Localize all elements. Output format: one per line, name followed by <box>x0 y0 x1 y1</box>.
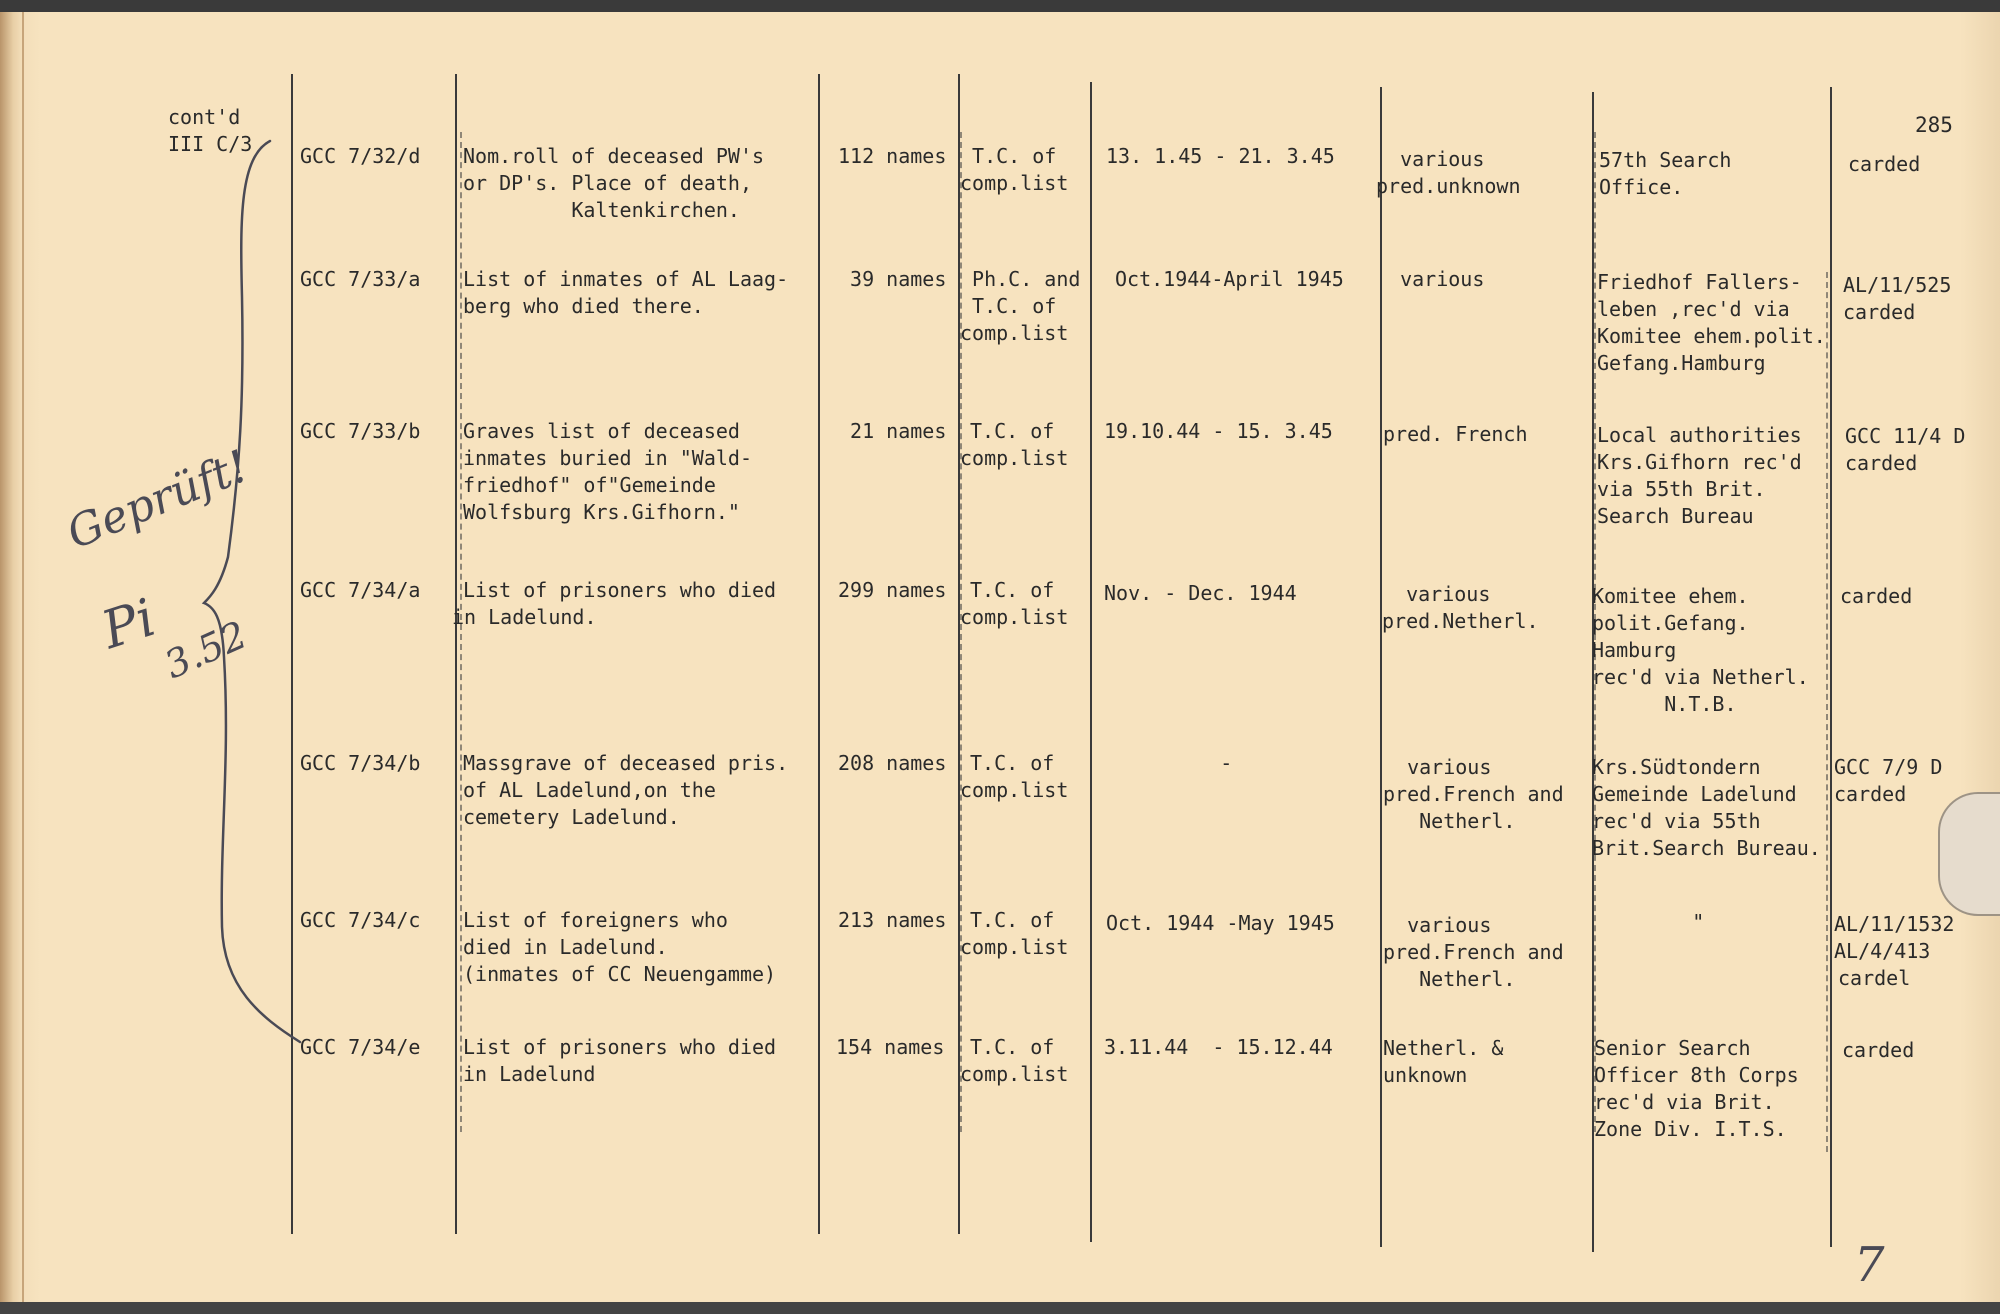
source-line: Zone Div. I.T.S. <box>1594 1117 1787 1141</box>
remarks-line: carded <box>1842 1038 1915 1062</box>
description-line: List of inmates of AL Laag- <box>463 267 789 291</box>
list-type-line: comp.list <box>960 605 1069 629</box>
source-line: Hamburg <box>1592 638 1677 662</box>
ledger-page <box>0 12 2000 1302</box>
date-range: 19.10.44 - 15. 3.45 <box>1104 419 1333 443</box>
scan-edge <box>0 1302 2000 1314</box>
source-line: rec'd via Netherl. <box>1592 665 1809 689</box>
guide-rule <box>460 132 462 1132</box>
nationality-line: pred.French and <box>1383 782 1564 806</box>
handwritten-date: 3.52 <box>158 612 254 688</box>
remarks-line: GCC 11/4 D <box>1845 424 1966 448</box>
description-line: Graves list of deceased <box>463 419 740 443</box>
handwritten-brace <box>200 137 310 1057</box>
header-section: III C/3 <box>168 132 253 156</box>
description-line: in Ladelund. <box>452 605 597 629</box>
date-range: - <box>1136 751 1233 775</box>
name-count: 39 names <box>838 267 947 291</box>
source-line: Local authorities <box>1597 423 1802 447</box>
nationality-line: Netherl. <box>1383 967 1516 991</box>
list-type-line: T.C. of <box>970 1035 1055 1059</box>
description-line: berg who died there. <box>463 294 704 318</box>
reference-code: GCC 7/34/b <box>300 751 421 775</box>
remarks-line: carded <box>1845 451 1918 475</box>
source-line: Friedhof Fallers- <box>1597 270 1802 294</box>
header-contd: cont'd <box>168 105 241 129</box>
description-line: or DP's. Place of death, <box>463 171 752 195</box>
book-binding <box>0 12 24 1302</box>
description-line: Massgrave of deceased pris. <box>463 751 789 775</box>
handwritten-corner-mark: 7 <box>1854 1237 1885 1293</box>
list-type-line: T.C. of <box>960 294 1057 318</box>
list-type-line: comp.list <box>960 778 1069 802</box>
list-type-line: T.C. of <box>970 578 1055 602</box>
remarks-line: AL/11/1532 <box>1834 912 1955 936</box>
name-count: 213 names <box>838 908 947 932</box>
nationality-line: various <box>1376 267 1485 291</box>
list-type-line: comp.list <box>960 321 1069 345</box>
list-type-line: comp.list <box>960 1062 1069 1086</box>
remarks-line: cardel <box>1838 966 1911 990</box>
name-count: 112 names <box>838 144 947 168</box>
date-range: 13. 1.45 - 21. 3.45 <box>1106 144 1335 168</box>
reference-code: GCC 7/34/e <box>300 1035 421 1059</box>
column-rule <box>1830 87 1832 1247</box>
page-number: 285 <box>1915 113 1953 137</box>
reference-code: GCC 7/32/d <box>300 144 421 168</box>
source-line: Senior Search <box>1594 1036 1751 1060</box>
source-line: Officer 8th Corps <box>1594 1063 1799 1087</box>
column-rule <box>1090 82 1092 1242</box>
list-type-line: comp.list <box>960 446 1069 470</box>
remarks-line: carded <box>1840 584 1913 608</box>
name-count: 299 names <box>838 578 947 602</box>
description-line: Wolfsburg Krs.Gifhorn." <box>463 500 740 524</box>
nationality-line: Netherl. & <box>1383 1036 1504 1060</box>
nationality-line: various <box>1382 582 1491 606</box>
name-count: 154 names <box>836 1035 945 1059</box>
source-line: Office. <box>1599 175 1684 199</box>
description-line: friedhof" of"Gemeinde <box>463 473 716 497</box>
date-range: Nov. - Dec. 1944 <box>1104 581 1297 605</box>
nationality-line: various <box>1383 755 1492 779</box>
remarks-line: AL/11/525 <box>1843 273 1952 297</box>
description-line: cemetery Ladelund. <box>463 805 680 829</box>
description-line: of AL Ladelund,on the <box>463 778 716 802</box>
remarks-line: carded <box>1843 300 1916 324</box>
source-line: 57th Search <box>1599 148 1732 172</box>
list-type-line: comp.list <box>960 171 1069 195</box>
nationality-line: various <box>1383 913 1492 937</box>
nationality-line: pred. French <box>1383 422 1528 446</box>
nationality-line: pred.French and <box>1383 940 1564 964</box>
source-line: polit.Gefang. <box>1592 611 1749 635</box>
description-line: List of prisoners who died <box>463 1035 777 1059</box>
date-range: Oct. 1944 -May 1945 <box>1106 911 1335 935</box>
reference-code: GCC 7/33/a <box>300 267 421 291</box>
reference-code: GCC 7/33/b <box>300 419 421 443</box>
guide-rule <box>1826 272 1828 1152</box>
reference-code: GCC 7/34/a <box>300 578 421 602</box>
description-line: in Ladelund <box>463 1062 596 1086</box>
name-count: 21 names <box>838 419 947 443</box>
list-type-line: T.C. of <box>970 908 1055 932</box>
nationality-line: Netherl. <box>1383 809 1516 833</box>
list-type-line: comp.list <box>960 935 1069 959</box>
description-line: Nom.roll of deceased PW's <box>463 144 765 168</box>
list-type-line: Ph.C. and <box>960 267 1081 291</box>
source-line: N.T.B. <box>1592 692 1737 716</box>
list-type-line: T.C. of <box>970 751 1055 775</box>
column-rule <box>455 74 457 1234</box>
source-line: Komitee ehem. <box>1592 584 1749 608</box>
description-line: List of foreigners who <box>463 908 728 932</box>
remarks-line: AL/4/413 <box>1834 939 1931 963</box>
source-line: Search Bureau <box>1597 504 1754 528</box>
column-rule <box>818 74 820 1234</box>
remarks-line: carded <box>1848 152 1921 176</box>
remarks-line: GCC 7/9 D <box>1834 755 1943 779</box>
remarks-line: carded <box>1834 782 1907 806</box>
description-line: died in Ladelund. <box>463 935 668 959</box>
source-line: Gefang.Hamburg <box>1597 351 1766 375</box>
list-type-line: T.C. of <box>970 419 1055 443</box>
nationality-line: pred.unknown <box>1376 174 1521 198</box>
handwritten-note-checked: Geprüft! <box>60 440 256 560</box>
nationality-line: unknown <box>1383 1063 1468 1087</box>
date-range: Oct.1944-April 1945 <box>1115 267 1344 291</box>
description-line: (inmates of CC Neuengamme) <box>463 962 777 986</box>
column-rule <box>1380 87 1382 1247</box>
nationality-line: various <box>1376 147 1485 171</box>
source-line: Gemeinde Ladelund <box>1592 782 1797 806</box>
handwritten-initials: Pi <box>95 588 163 662</box>
name-count: 208 names <box>838 751 947 775</box>
source-line: rec'd via 55th <box>1592 809 1761 833</box>
list-type-line: T.C. of <box>960 144 1057 168</box>
source-line: rec'd via Brit. <box>1594 1090 1775 1114</box>
source-line: Krs.Gifhorn rec'd <box>1597 450 1802 474</box>
source-line: Krs.Südtondern <box>1592 755 1761 779</box>
description-line: Kaltenkirchen. <box>463 198 740 222</box>
description-line: List of prisoners who died <box>463 578 777 602</box>
description-line: inmates buried in "Wald- <box>463 446 752 470</box>
date-range: 3.11.44 - 15.12.44 <box>1104 1035 1333 1059</box>
source-line: " <box>1620 910 1705 934</box>
source-line: Komitee ehem.polit. <box>1597 324 1826 348</box>
source-line: via 55th Brit. <box>1597 477 1766 501</box>
nationality-line: pred.Netherl. <box>1382 609 1539 633</box>
reference-code: GCC 7/34/c <box>300 908 421 932</box>
source-line: Brit.Search Bureau. <box>1592 836 1821 860</box>
index-tab[interactable] <box>1938 792 2000 916</box>
source-line: leben ,rec'd via <box>1597 297 1790 321</box>
